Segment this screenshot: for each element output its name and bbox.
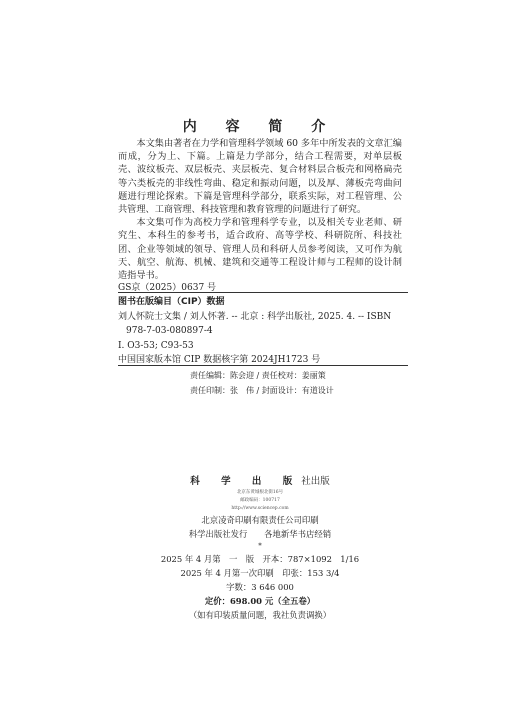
cip-line: Ⅰ. O3-53; C93-53 <box>118 340 194 351</box>
publisher-line <box>0 475 520 489</box>
summary-paragraph: 本文集可作为高校力学和管理科学专业，以及相关专业老师、研究生、本科生的参考书，适合政府、高等学校、科研院所、科技社团、企业等领域的领导、管理人员和科研人员参考阅读，又可作为航天、航空、航海、机械、建筑和交通等工程设计师与工程师的设计制造指导书。 <box>118 217 402 282</box>
edition-line: 2025 年 4 月第 一 版 开本：787×1092 1/16 <box>160 554 360 564</box>
cip-line: 978-7-03-080897-4 <box>126 326 213 336</box>
word-count: 字数：3 646 000 <box>226 582 294 592</box>
separator-star: * <box>258 542 262 550</box>
publisher-name: 科 学 出 版 <box>190 476 302 487</box>
cip-line: 中国国家版本馆 CIP 数据核字第 2024JH1723 号 <box>118 355 321 365</box>
publisher-address: 北京东黄城根北街16号 <box>236 490 284 495</box>
credit-line: 责任印制：张 伟 / 封面设计：有道设计 <box>190 386 334 395</box>
publisher-postcode: 邮政编码：100717 <box>240 498 280 503</box>
printer-line: 北京凌奇印刷有限责任公司印刷 <box>201 515 319 525</box>
summary-paragraph: 本文集由著者在力学和管理科学领域 60 多年中所发表的文章汇编而成，分为上、下篇。上篇是力学部分，结合工程需要，对单层板壳、波纹板壳、双层板壳、夹层板壳、复合材料层合板壳和网格扁壳等六类板壳的非线性弯曲、稳定和振动问题，以及厚、薄板壳弯曲问题进行理论探索。下篇是管理科学部分，联系实际，对工程管理、公共管理、工商管理、科技管理和教育管理的问题进行了研究。 <box>118 138 402 216</box>
cip-heading: 图书在版编目（CIP）数据 <box>118 297 225 307</box>
map-approval-code: GS京（2025）0637 号 <box>118 283 217 293</box>
colophon <box>0 475 520 622</box>
cip-top-rule <box>118 292 408 293</box>
publisher-website: http://www.sciencep.com <box>231 506 289 511</box>
price-line: 定价：698.00 元（全五卷） <box>204 596 316 606</box>
quality-note: （如有印装质量问题，我社负责调换） <box>188 610 332 620</box>
editorial-credits <box>190 368 420 398</box>
cip-line: 刘人怀院士文集 / 刘人怀著. -- 北京 : 科学出版社, 2025. 4. -- ISBN <box>118 311 392 322</box>
cip-data-block <box>118 295 408 368</box>
printing-line: 2025 年 4 月第一次印刷 印张：153 3/4 <box>180 568 340 578</box>
publisher-suffix: 社出版 <box>301 476 330 487</box>
page-title: 内 容 简 介 <box>182 119 338 135</box>
content-summary <box>118 137 402 282</box>
cip-bottom-rule <box>118 365 408 366</box>
distribution-line: 科学出版社发行 各地新华书店经销 <box>188 529 332 539</box>
credit-line: 责任编辑：陈会迎 / 责任校对：姜丽策 <box>190 371 326 380</box>
